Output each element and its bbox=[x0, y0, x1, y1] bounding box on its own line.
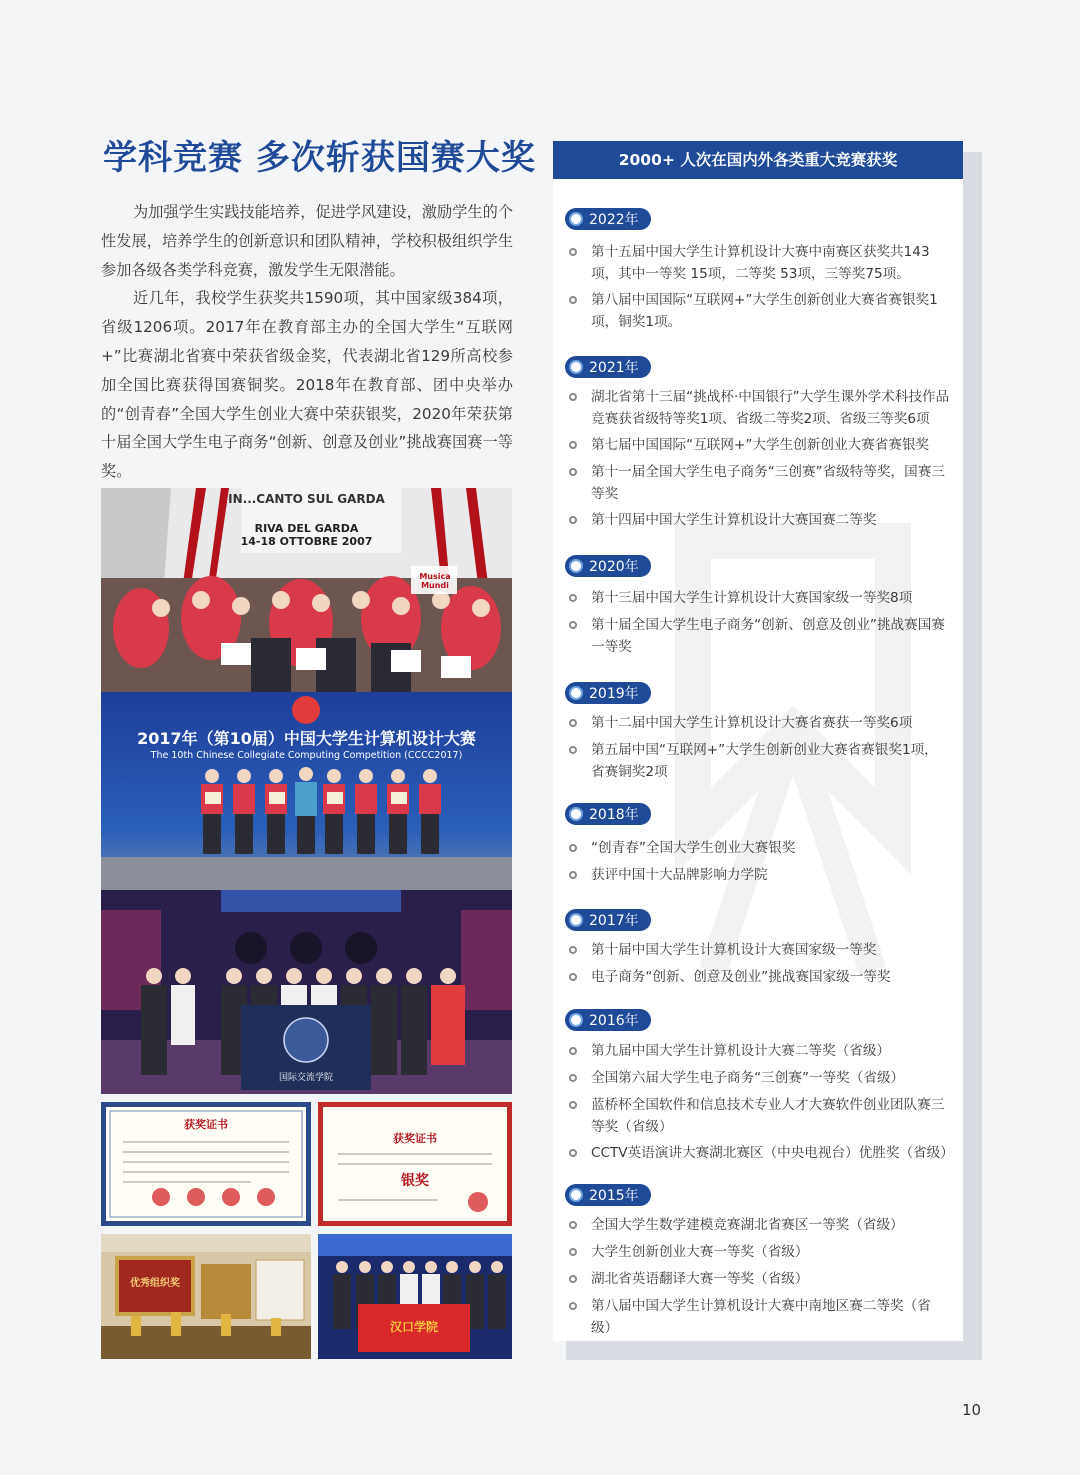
year-label: 2018年 bbox=[589, 807, 639, 823]
photo-banner-line2: RIVA DEL GARDA bbox=[254, 522, 359, 535]
award-item: 湖北省英语翻译大赛一等奖（省级） bbox=[591, 1271, 809, 1287]
bullet-icon bbox=[569, 1074, 577, 1082]
year-dot-icon bbox=[569, 1013, 583, 1027]
bullet-icon bbox=[569, 248, 577, 256]
year-dot-icon bbox=[569, 807, 583, 821]
bullet-icon bbox=[569, 719, 577, 727]
certificate-2-title: 获奖证书 bbox=[393, 1132, 437, 1145]
year-badge-2020 bbox=[565, 555, 651, 577]
photo-computing-competition bbox=[101, 692, 512, 890]
bullet-icon bbox=[569, 973, 577, 981]
award-item: 第十五届中国大学生计算机设计大赛中南赛区获奖共143项，其中一等奖 15项，二等奖 53项，三等奖75项。 bbox=[591, 244, 930, 282]
year-badge-2016 bbox=[565, 1009, 651, 1031]
award-item: 第八届中国大学生计算机设计大赛中南地区赛二等奖（省级） bbox=[591, 1298, 931, 1336]
bullet-icon bbox=[569, 1047, 577, 1055]
intro-paragraph-2: 近几年，我校学生获奖共1590项，其中国家级384项，省级1206项。2017年在教育部主办的全国大学生“互联网+”比赛湖北省赛中荣获省级金奖，代表湖北省129所高校参加全国比赛获得国赛铜奖。2018年在教育部、团中央举办的“创青春”全国大学生创业大赛中荣获银奖，2020年荣获第十届全国大学生电子商务“创新、创意及创业”挑战赛国赛一等奖。 bbox=[101, 289, 513, 481]
award-item: 第十届中国大学生计算机设计大赛国家级一等奖 bbox=[591, 942, 877, 958]
certificate-2-stamp: 银奖 bbox=[401, 1173, 429, 1189]
flag-text: 国际交流学院 bbox=[278, 1073, 333, 1083]
competition-title-cn: 2017年（第10届）中国大学生计算机设计大赛 bbox=[137, 729, 476, 748]
year-badge-2017 bbox=[565, 909, 651, 931]
photo-stage-team bbox=[318, 1234, 512, 1359]
bullet-icon bbox=[569, 296, 577, 304]
certificate-1 bbox=[101, 1102, 311, 1226]
award-item: 第十四届中国大学生计算机设计大赛国赛二等奖 bbox=[591, 512, 877, 528]
photo-trophies bbox=[101, 1234, 311, 1359]
award-item: 第十三届中国大学生计算机设计大赛国家级一等奖8项 bbox=[591, 590, 913, 606]
awards-panel bbox=[553, 141, 963, 1341]
team-banner-text: 汉口学院 bbox=[389, 1320, 438, 1334]
year-badge-2022 bbox=[565, 208, 651, 230]
award-item: CCTV英语演讲大赛湖北赛区（中央电视台）优胜奖（省级） bbox=[591, 1145, 954, 1161]
award-item: 获评中国十大品牌影响力学院 bbox=[591, 867, 768, 883]
panel-header: 2000+ 人次在国内外各类重大竞赛获奖 bbox=[553, 141, 963, 179]
award-item: 全国大学生数学建模竞赛湖北省赛区一等奖（省级） bbox=[591, 1217, 904, 1233]
year-dot-icon bbox=[569, 212, 583, 226]
page-title: 学科竞赛 多次斩获国赛大奖 bbox=[103, 138, 536, 178]
year-badge-2015 bbox=[565, 1184, 651, 1206]
bullet-icon bbox=[569, 1221, 577, 1229]
year-dot-icon bbox=[569, 913, 583, 927]
year-label: 2019年 bbox=[589, 686, 639, 702]
bullet-icon bbox=[569, 871, 577, 879]
bullet-icon bbox=[569, 393, 577, 401]
competition-title-en: The 10th Chinese Collegiate Computing Competition (CCCC2017) bbox=[150, 750, 463, 761]
award-item: 第十一届全国大学生电子商务“三创赛”省级特等奖，国赛三等奖 bbox=[591, 464, 945, 502]
year-label: 2021年 bbox=[589, 360, 639, 376]
year-badge-2019 bbox=[565, 682, 651, 704]
plaque-text: 优秀组织奖 bbox=[130, 1278, 180, 1289]
award-item: 大学生创新创业大赛一等奖（省级） bbox=[591, 1244, 809, 1260]
award-item: 第十二届中国大学生计算机设计大赛省赛获一等奖6项 bbox=[591, 715, 913, 731]
bullet-icon bbox=[569, 746, 577, 754]
bullet-icon bbox=[569, 1275, 577, 1283]
award-item: 第九届中国大学生计算机设计大赛二等奖（省级） bbox=[591, 1043, 891, 1059]
award-item: 第五届中国“互联网+”大学生创新创业大赛省赛银奖1项，省赛铜奖2项 bbox=[591, 742, 938, 780]
bullet-icon bbox=[569, 1302, 577, 1310]
bullet-icon bbox=[569, 621, 577, 629]
year-label: 2022年 bbox=[589, 212, 639, 228]
year-label: 2020年 bbox=[589, 559, 639, 575]
year-badge-2021 bbox=[565, 356, 651, 378]
year-badge-2018 bbox=[565, 803, 651, 825]
bullet-icon bbox=[569, 1101, 577, 1109]
year-label: 2015年 bbox=[589, 1188, 639, 1204]
bullet-icon bbox=[569, 594, 577, 602]
award-item: “创青春”全国大学生创业大赛银奖 bbox=[591, 840, 796, 856]
bullet-icon bbox=[569, 1248, 577, 1256]
photo-logo-text: Musica Mundi bbox=[419, 572, 451, 590]
year-label: 2016年 bbox=[589, 1013, 639, 1029]
photo-banner-line1: IN...CANTO SUL GARDA bbox=[228, 492, 385, 506]
page-number: 10 bbox=[962, 1401, 982, 1419]
year-dot-icon bbox=[569, 360, 583, 374]
certificate-1-title: 获奖证书 bbox=[184, 1118, 228, 1131]
bullet-icon bbox=[569, 1149, 577, 1157]
bullet-icon bbox=[569, 844, 577, 852]
award-item: 电子商务“创新、创意及创业”挑战赛国家级一等奖 bbox=[591, 969, 891, 985]
photo-choir-group bbox=[101, 488, 512, 692]
bullet-icon bbox=[569, 946, 577, 954]
award-item: 湖北省第十三届“挑战杯·中国银行”大学生课外学术科技作品竞赛获省级特等奖1项、省级二等奖2项、省级三等奖6项 bbox=[591, 389, 950, 427]
year-label: 2017年 bbox=[589, 913, 639, 929]
award-item: 第十届全国大学生电子商务“创新、创意及创业”挑战赛国赛一等奖 bbox=[591, 617, 945, 655]
photo-banner-line3: 14-18 OTTOBRE 2007 bbox=[240, 535, 373, 548]
bullet-icon bbox=[569, 441, 577, 449]
award-item: 全国第六届大学生电子商务“三创赛”一等奖（省级） bbox=[591, 1070, 905, 1086]
award-item: 第八届中国国际“互联网+”大学生创新创业大赛省赛银奖1项，铜奖1项。 bbox=[591, 292, 938, 330]
award-item: 第七届中国国际“互联网+”大学生创新创业大赛省赛银奖 bbox=[591, 437, 930, 453]
intro-text bbox=[101, 198, 513, 486]
certificate-2 bbox=[318, 1102, 512, 1226]
year-dot-icon bbox=[569, 686, 583, 700]
bullet-icon bbox=[569, 516, 577, 524]
year-dot-icon bbox=[569, 1188, 583, 1202]
photo-darts-event bbox=[101, 890, 512, 1094]
year-dot-icon bbox=[569, 559, 583, 573]
award-item: 蓝桥杯全国软件和信息技术专业人才大赛软件创业团队赛三等奖（省级） bbox=[591, 1097, 945, 1135]
intro-paragraph-1: 为加强学生实践技能培养，促进学风建设，激励学生的个性发展，培养学生的创新意识和团队精神，学校积极组织学生参加各级各类学科竞赛，激发学生无限潜能。 bbox=[101, 203, 513, 279]
bullet-icon bbox=[569, 468, 577, 476]
